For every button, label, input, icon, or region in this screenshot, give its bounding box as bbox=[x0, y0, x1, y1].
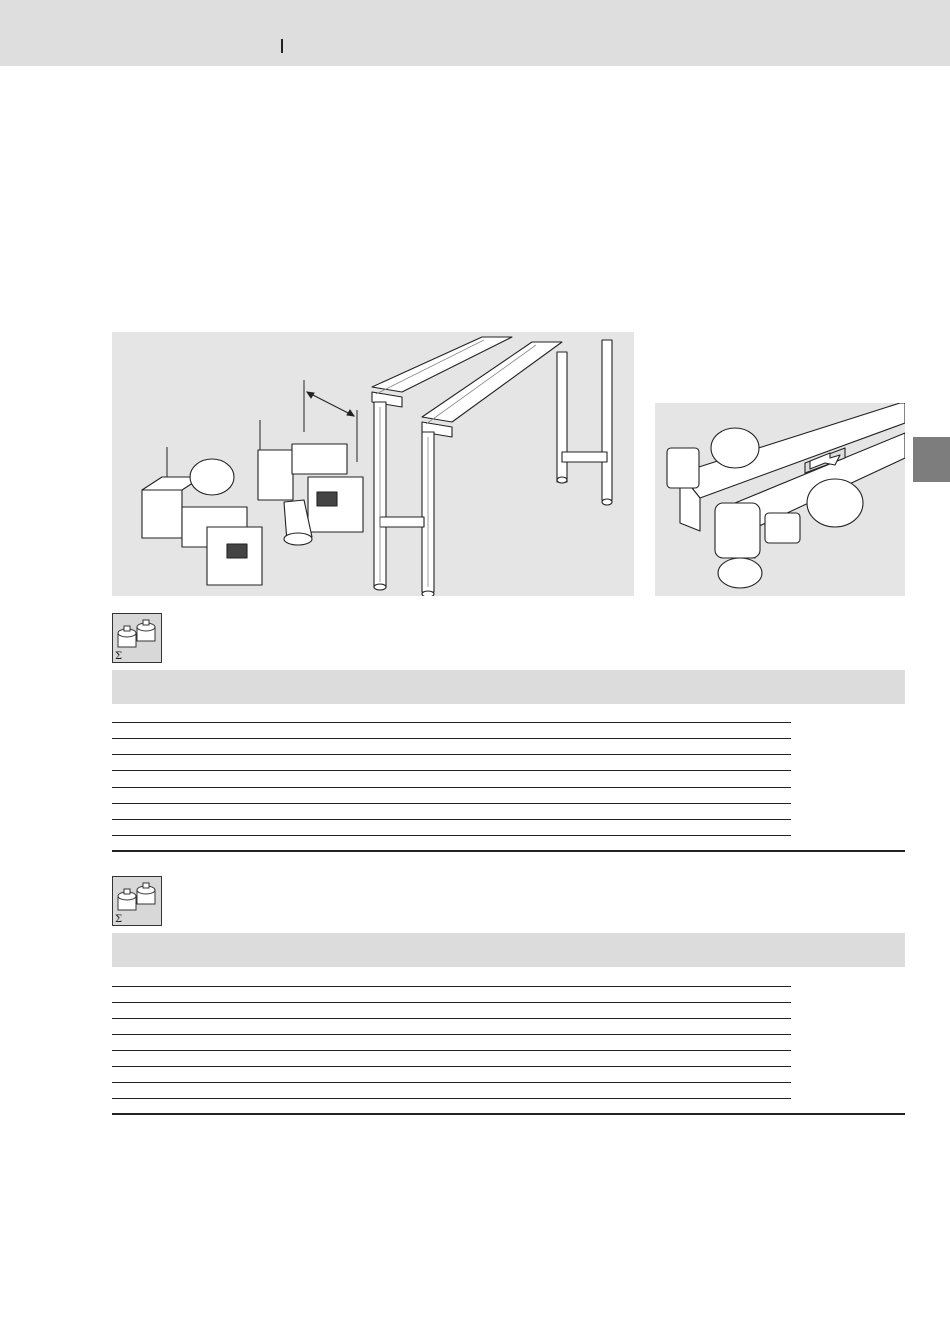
table-2-row-divider bbox=[112, 1018, 791, 1019]
header-divider bbox=[281, 39, 283, 53]
chapter-tab[interactable] bbox=[913, 437, 950, 482]
sum-symbol: Σ bbox=[115, 651, 123, 662]
table-1-row-divider bbox=[112, 819, 791, 820]
conveyor-assembly-illustration bbox=[112, 332, 634, 596]
drive-detail-drawing bbox=[655, 403, 905, 596]
table-2-row-divider bbox=[112, 1034, 791, 1035]
table-1-row-divider bbox=[112, 803, 791, 804]
table-1-row-divider bbox=[112, 835, 791, 836]
drive-detail-illustration bbox=[655, 403, 905, 596]
table-1-row-divider bbox=[112, 754, 791, 755]
table-1-bottom-rule bbox=[112, 850, 905, 852]
table-1-row-divider bbox=[112, 770, 791, 771]
table-2-row-divider bbox=[112, 1050, 791, 1051]
table-2-row-divider bbox=[112, 986, 791, 987]
conveyor-assembly-drawing bbox=[112, 332, 634, 596]
table-2-row-divider bbox=[112, 1002, 791, 1003]
table-1-header-bar bbox=[112, 670, 905, 704]
weight-sum-icon bbox=[112, 876, 162, 926]
table-2-row-divider bbox=[112, 1082, 791, 1083]
page-header-band bbox=[0, 0, 950, 66]
table-2-row-divider bbox=[112, 1066, 791, 1067]
table-2-header-bar bbox=[112, 933, 905, 967]
table-2-row-divider bbox=[112, 1098, 791, 1099]
table-1-row-divider bbox=[112, 722, 791, 723]
sum-symbol: Σ bbox=[115, 914, 123, 925]
table-1-row-divider bbox=[112, 787, 791, 788]
table-2-bottom-rule bbox=[112, 1113, 905, 1115]
weight-sum-icon bbox=[112, 613, 162, 663]
table-1-row-divider bbox=[112, 738, 791, 739]
